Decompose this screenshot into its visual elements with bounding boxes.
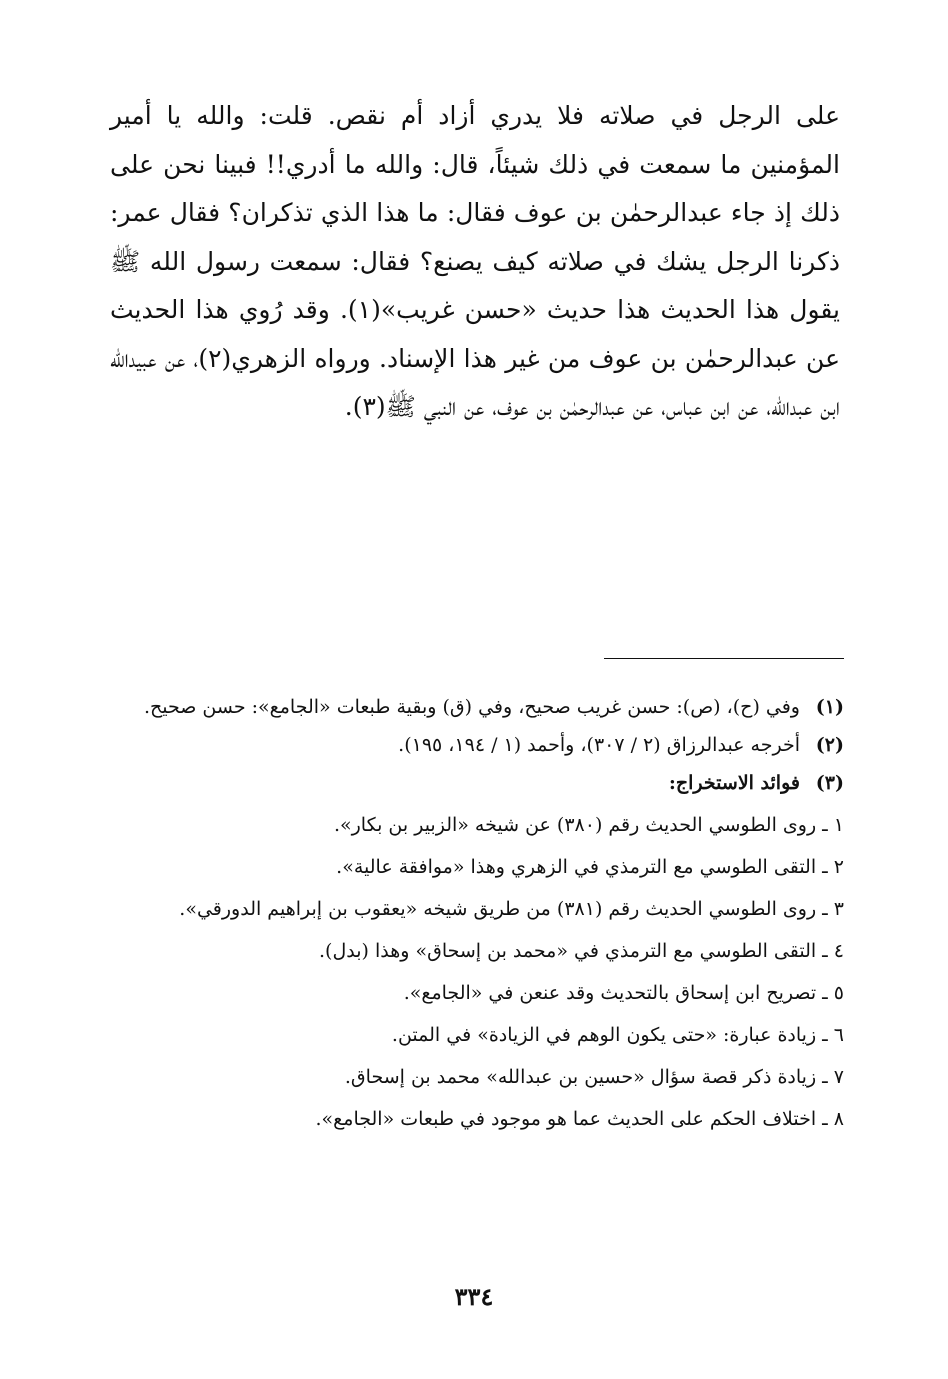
benefit-item: ٧ ـ زيادة ذكر قصة سؤال «حسين بن عبدالله» محمد بن إسحاق. (344, 1066, 844, 1088)
benefit-item: ٦ ـ زيادة عبارة: «حتى يكون الوهم في الزيادة» في المتن. (391, 1024, 844, 1046)
benefit-item: ٥ ـ تصريح ابن إسحاق بالتحديث وقد عنعن في «الجامع». (403, 982, 844, 1004)
footnote-1-number: (١) (815, 696, 844, 718)
main-paragraph: على الرجل في صلاته فلا يدري أزاد أم نقص. قلت: والله يا أمير المؤمنين ما سمعت في ذلك شيئاً، قال: والله ما أدري!! فبينا نحن على ذلك إذ جاء عبدالرحمٰن بن عوف فقال: ما هذا الذي تذكران؟ فقال عمر: ذكرنا الرجل يشك في صلاته كيف يصنع؟ فقال: سمعت رسول الله ﷺ يقول هذا الحديث هذا حديث «حسن غريب»(١). وقد رُوي هذا الحديث عن عبدالرحمٰن بن عوف من غير هذا الإسناد. ورواه الزهري(٢)، عن عبيدالله ابن عبدالله، عن ابن عباس، عن عبدالرحمٰن بن عوف، عن النبي ﷺ(٣). (110, 101, 840, 421)
footnote-3-title: فوائد الاستخراج: (668, 772, 800, 794)
benefit-item: ٨ ـ اختلاف الحكم على الحديث عما هو موجود في طبعات «الجامع». (315, 1108, 844, 1130)
benefit-item: ٤ ـ التقى الطوسي مع الترمذي في «محمد بن إسحاق» وهذا (بدل). (319, 940, 844, 962)
page-number: ٣٣٤ (454, 1282, 494, 1311)
footnote-divider (604, 658, 844, 659)
benefit-item: ١ ـ روى الطوسي الحديث رقم (٣٨٠) عن شيخه «الزبير بن بكار». (333, 814, 844, 836)
footnotes-section (104, 688, 844, 1142)
benefit-item: ٢ ـ التقى الطوسي مع الترمذي في الزهري وهذا «موافقة عالية». (336, 856, 844, 878)
footnote-1-text: وفي (ح)، (ص): حسن غريب صحيح، وفي (ق) وبقية طبعات «الجامع»: حسن صحيح. (143, 696, 800, 718)
footnote-1 (104, 688, 844, 726)
benefits-list (104, 806, 844, 1138)
footnote-2 (104, 726, 844, 764)
benefit-item: ٣ ـ روى الطوسي الحديث رقم (٣٨١) من طريق شيخه «يعقوب بن إبراهيم الدورقي». (179, 898, 844, 920)
footnote-3 (104, 764, 844, 802)
footnote-2-text: أخرجه عبدالرزاق (٢ / ٣٠٧)، وأحمد (١ / ١٩٤، ١٩٥). (398, 734, 800, 756)
footnote-2-number: (٢) (815, 734, 844, 756)
footnote-3-number: (٣) (815, 772, 844, 794)
main-text-block (110, 92, 840, 432)
